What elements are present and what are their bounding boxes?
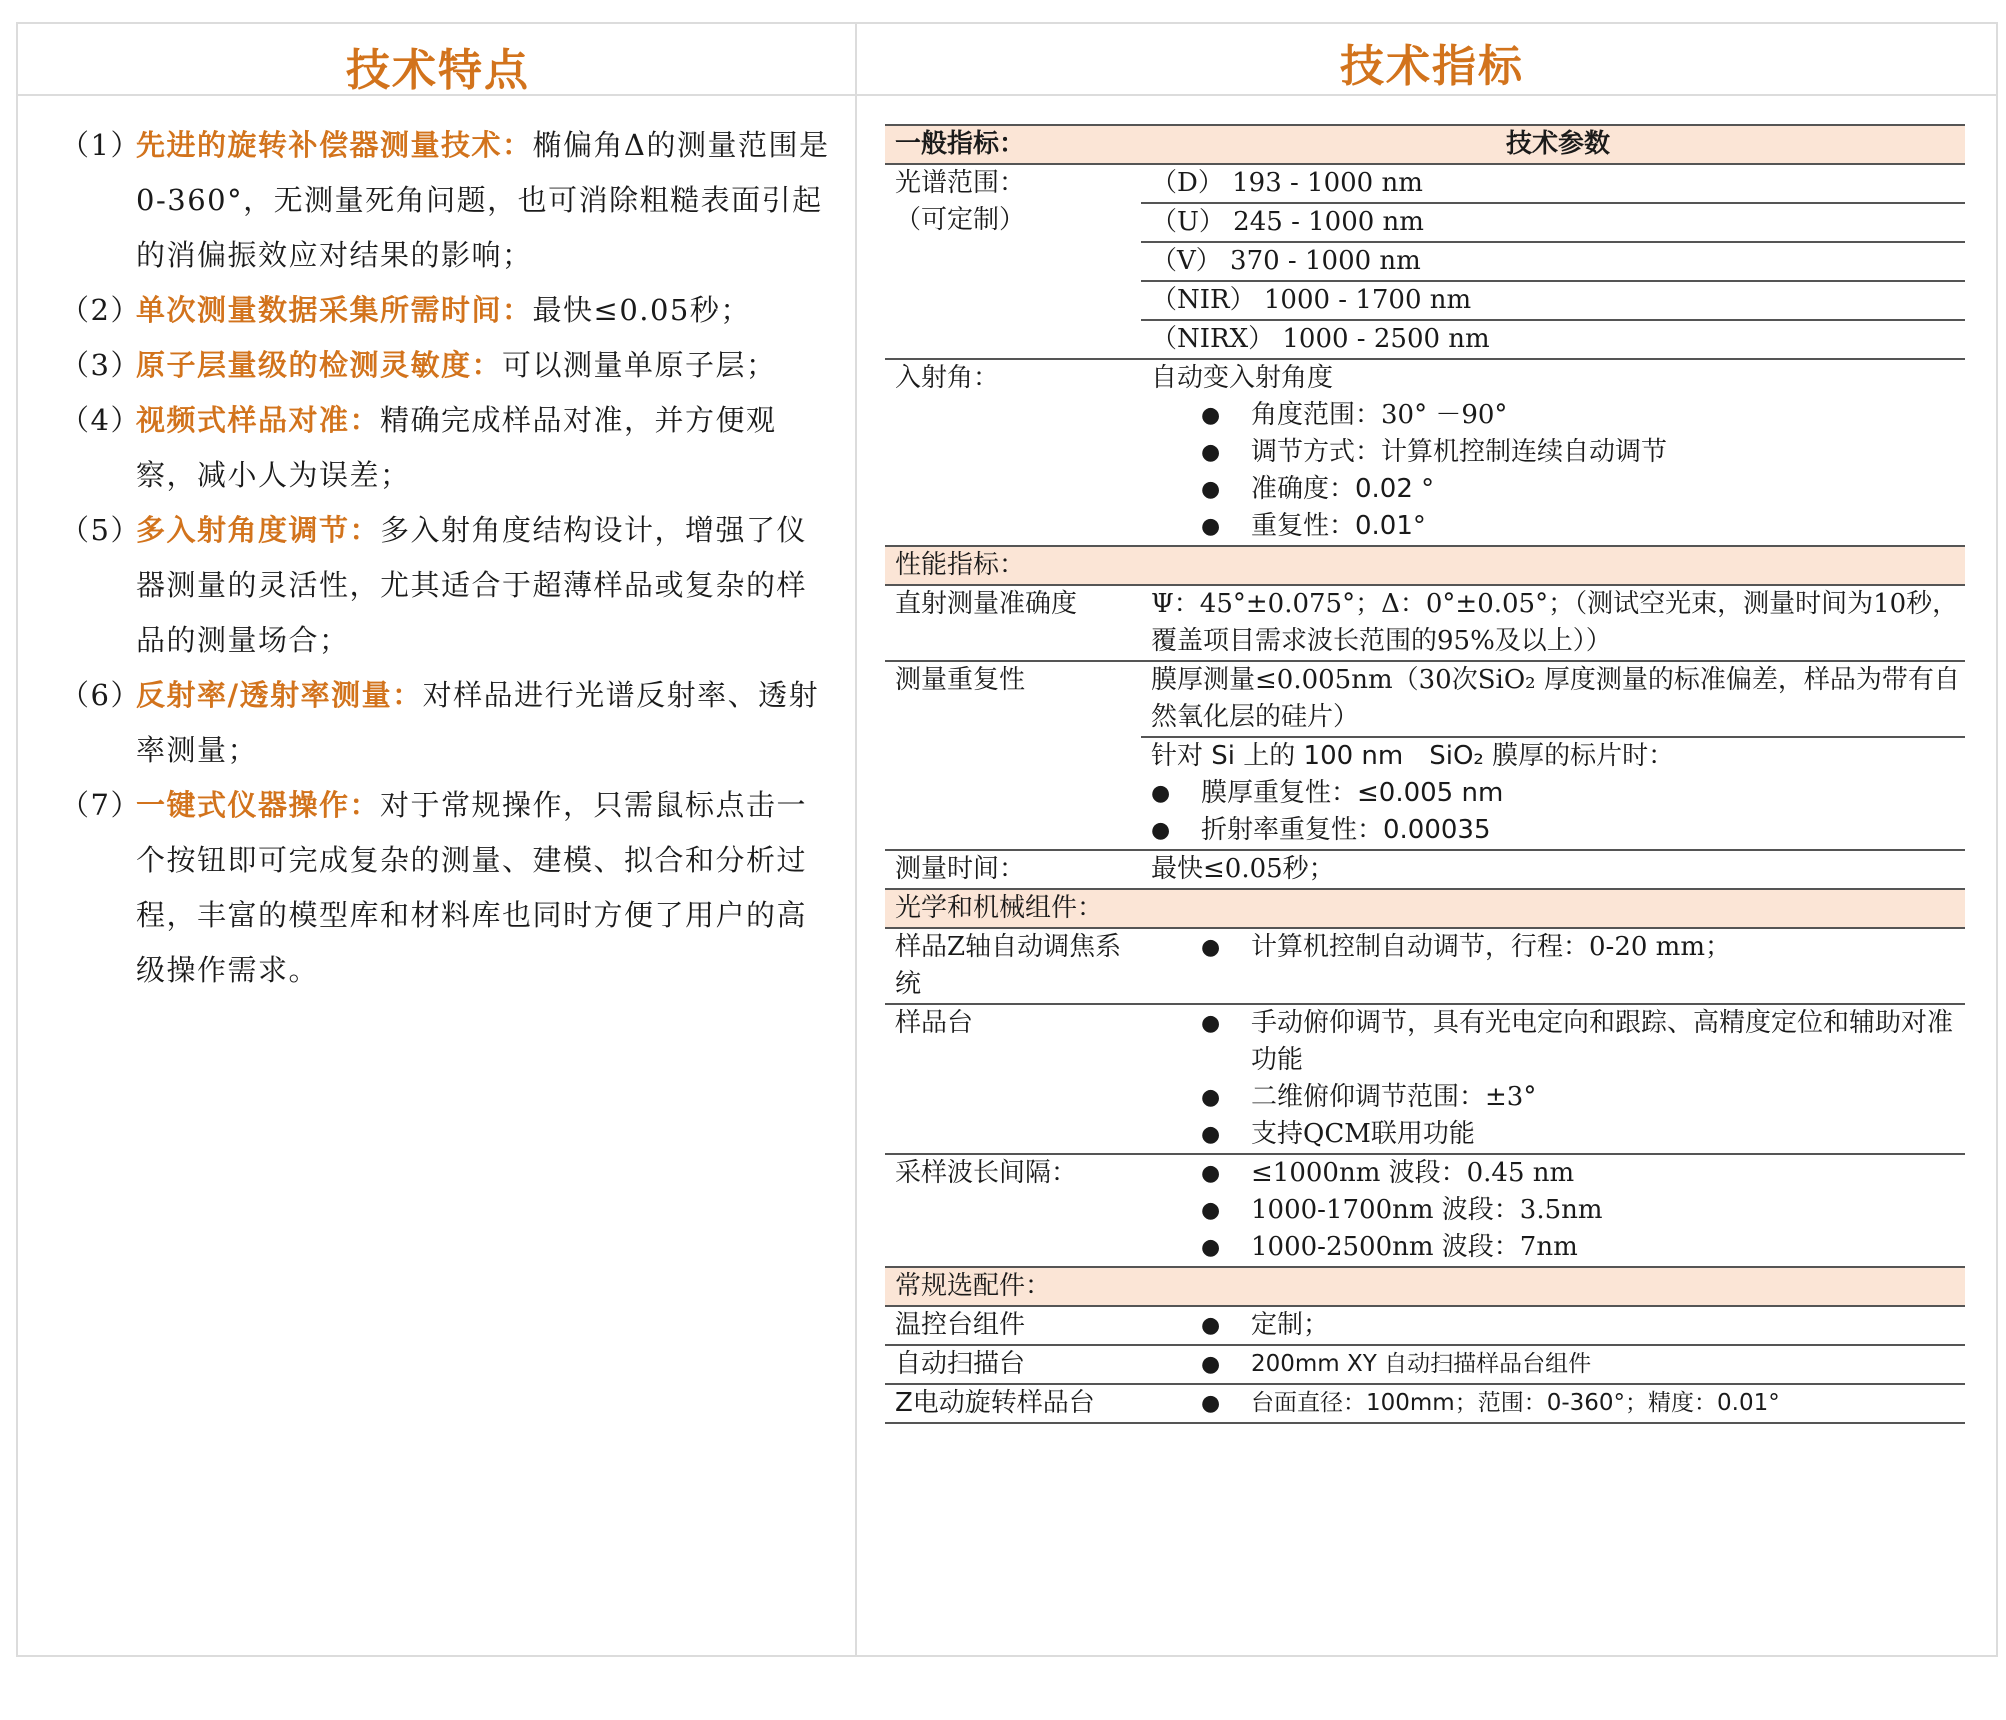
interval-item: ● 1000-1700nm 波段：3.5nm: [1151, 1192, 1965, 1229]
header-divider: [16, 94, 1998, 96]
feature-item: [60, 503, 832, 668]
spec-table: [885, 124, 1965, 1424]
stage-item: ● 支持QCM联用功能: [1151, 1116, 1965, 1153]
feature-text: 对样品进行光谱反射率、透射率测量；: [136, 678, 820, 767]
feature-text: 对于常规操作，只需鼠标点击一个按钮即可完成复杂的测量、建模、拟合和分析过程，丰富的模型库和材料库也同时方便了用户的高级操作需求。: [136, 788, 808, 987]
repeat-note: 针对 Si 上的 100 nm SiO₂ 膜厚的标片时：: [1151, 741, 1675, 771]
feature-title: 一键式仪器操作：: [136, 788, 381, 822]
feature-title: 单次测量数据采集所需时间：: [136, 293, 533, 327]
zaxis-row: [885, 929, 1965, 1005]
zaxis-label: 样品Z轴自动调焦系统: [895, 932, 1122, 999]
spec-header-row: [885, 126, 1965, 165]
perf-label: 性能指标：: [895, 550, 1026, 580]
repeat-label: 测量重复性: [895, 665, 1026, 695]
incidence-item: ● 角度范围：30° －90°: [1151, 397, 1965, 434]
feature-number: （1）: [60, 128, 141, 162]
incidence-label: 入射角：: [895, 363, 1000, 393]
temp-label: 温控台组件: [895, 1310, 1026, 1340]
rot-label: Z电动旋转样品台: [895, 1388, 1095, 1418]
feature-item: [60, 393, 832, 503]
repeat-item: ● 折射率重复性：0.00035: [1141, 812, 1965, 849]
stage-item: ● 二维俯仰调节范围：±3°: [1151, 1079, 1965, 1116]
param-label: 技术参数: [1505, 129, 1610, 159]
feature-number: （7）: [60, 788, 141, 822]
accuracy-row: [885, 586, 1965, 662]
options-section-row: [885, 1268, 1965, 1307]
incidence-main: 自动变入射角度: [1151, 363, 1334, 393]
rot-values: [1141, 1385, 1965, 1422]
spectral-label: 光谱范围：: [895, 168, 1026, 198]
time-row: [885, 851, 1965, 890]
scan-item: ● 200mm XY 自动扫描样品台组件: [1151, 1346, 1965, 1383]
zaxis-values: [1141, 929, 1965, 1003]
interval-label: 采样波长间隔：: [895, 1158, 1078, 1188]
interval-item: ● ≤1000nm 波段：0.45 nm: [1151, 1155, 1965, 1192]
rot-row: [885, 1385, 1965, 1424]
temp-row: [885, 1307, 1965, 1346]
accuracy-label: 直射测量准确度: [895, 589, 1078, 619]
incidence-values: [1141, 360, 1965, 545]
specs-heading: 技术指标: [1340, 41, 1524, 92]
time-label: 测量时间：: [895, 854, 1026, 884]
feature-text: 最快≤0.05秒；: [532, 293, 751, 327]
feature-text: 精确完成样品对准，并方便观察，减小人为误差；: [136, 403, 777, 492]
incidence-row: [885, 360, 1965, 547]
spectral-range: （V） 370 - 1000 nm: [1141, 243, 1965, 282]
zaxis-item: ● 计算机控制自动调节，行程：0-20 mm；: [1151, 929, 1965, 966]
repeat-value: 膜厚测量≤0.005nm（30次SiO₂ 厚度测量的标准偏差，样品为带有自然氧化层的硅片）: [1141, 662, 1965, 738]
feature-title: 原子层量级的检测灵敏度：: [136, 348, 503, 382]
optics-section-row: [885, 890, 1965, 929]
general-label: 一般指标：: [895, 129, 1026, 159]
feature-title: 多入射角度调节：: [136, 513, 381, 547]
feature-number: （2）: [60, 293, 141, 327]
interval-item: ● 1000-2500nm 波段：7nm: [1151, 1229, 1965, 1266]
spectral-label-cell: [885, 165, 1141, 358]
stage-row: [885, 1005, 1965, 1155]
temp-item: ● 定制；: [1151, 1307, 1965, 1344]
interval-row: [885, 1155, 1965, 1268]
optics-label: 光学和机械组件：: [895, 893, 1104, 923]
feature-item: [60, 283, 832, 338]
scan-label: 自动扫描台: [895, 1349, 1026, 1379]
spectral-range: （NIR） 1000 - 1700 nm: [1141, 282, 1965, 321]
feature-title: 视频式样品对准：: [136, 403, 381, 437]
feature-list: [60, 118, 832, 998]
feature-number: （3）: [60, 348, 141, 382]
column-divider: [855, 22, 857, 1657]
incidence-item: ● 重复性：0.01°: [1151, 508, 1965, 545]
incidence-item: ● 调节方式：计算机控制连续自动调节: [1151, 434, 1965, 471]
feature-item: [60, 668, 832, 778]
spectral-note: （可定制）: [895, 205, 1026, 235]
perf-section-row: [885, 547, 1965, 586]
scan-row: [885, 1346, 1965, 1385]
temp-values: [1141, 1307, 1965, 1344]
stage-label: 样品台: [895, 1008, 974, 1038]
options-label: 常规选配件：: [895, 1271, 1052, 1301]
repeat-row: [885, 662, 1965, 851]
spectral-row: [885, 165, 1965, 360]
features-heading: 技术特点: [346, 45, 530, 96]
feature-text: 多入射角度结构设计，增强了仪器测量的灵活性，尤其适合于超薄样品或复杂的样品的测量场合；: [136, 513, 808, 657]
rot-item: ● 台面直径：100mm；范围：0-360°；精度：0.01°: [1151, 1385, 1965, 1422]
feature-item: [60, 118, 832, 283]
stage-item: ● 手动俯仰调节，具有光电定向和跟踪、高精度定位和辅助对准功能: [1151, 1005, 1965, 1079]
feature-number: （4）: [60, 403, 141, 437]
incidence-item: ● 准确度：0.02 °: [1151, 471, 1965, 508]
feature-title: 反射率/透射率测量：: [136, 678, 423, 712]
spectral-range: （NIRX） 1000 - 2500 nm: [1151, 324, 1490, 354]
feature-text: 椭偏角Δ的测量范围是0-360°，无测量死角问题，也可消除粗糙表面引起的消偏振效应对结果的影响；: [136, 128, 830, 272]
spectral-range: （D） 193 - 1000 nm: [1141, 165, 1965, 204]
stage-values: [1141, 1005, 1965, 1153]
feature-number: （5）: [60, 513, 141, 547]
repeat-values: [1141, 662, 1965, 849]
spectral-values: [1141, 165, 1965, 358]
feature-number: （6）: [60, 678, 141, 712]
spectral-range: （U） 245 - 1000 nm: [1141, 204, 1965, 243]
time-value: 最快≤0.05秒；: [1151, 854, 1335, 884]
feature-title: 先进的旋转补偿器测量技术：: [136, 128, 533, 162]
feature-item: [60, 778, 832, 998]
repeat-item: ● 膜厚重复性：≤0.005 nm: [1141, 775, 1965, 812]
feature-text: 可以测量单原子层；: [502, 348, 777, 382]
interval-values: [1141, 1155, 1965, 1266]
feature-item: [60, 338, 832, 393]
scan-values: [1141, 1346, 1965, 1383]
accuracy-value: Ψ：45°±0.075°；Δ：0°±0.05°；（测试空光束，测量时间为10秒，覆盖项目需求波长范围的95%及以上））: [1151, 589, 1959, 656]
